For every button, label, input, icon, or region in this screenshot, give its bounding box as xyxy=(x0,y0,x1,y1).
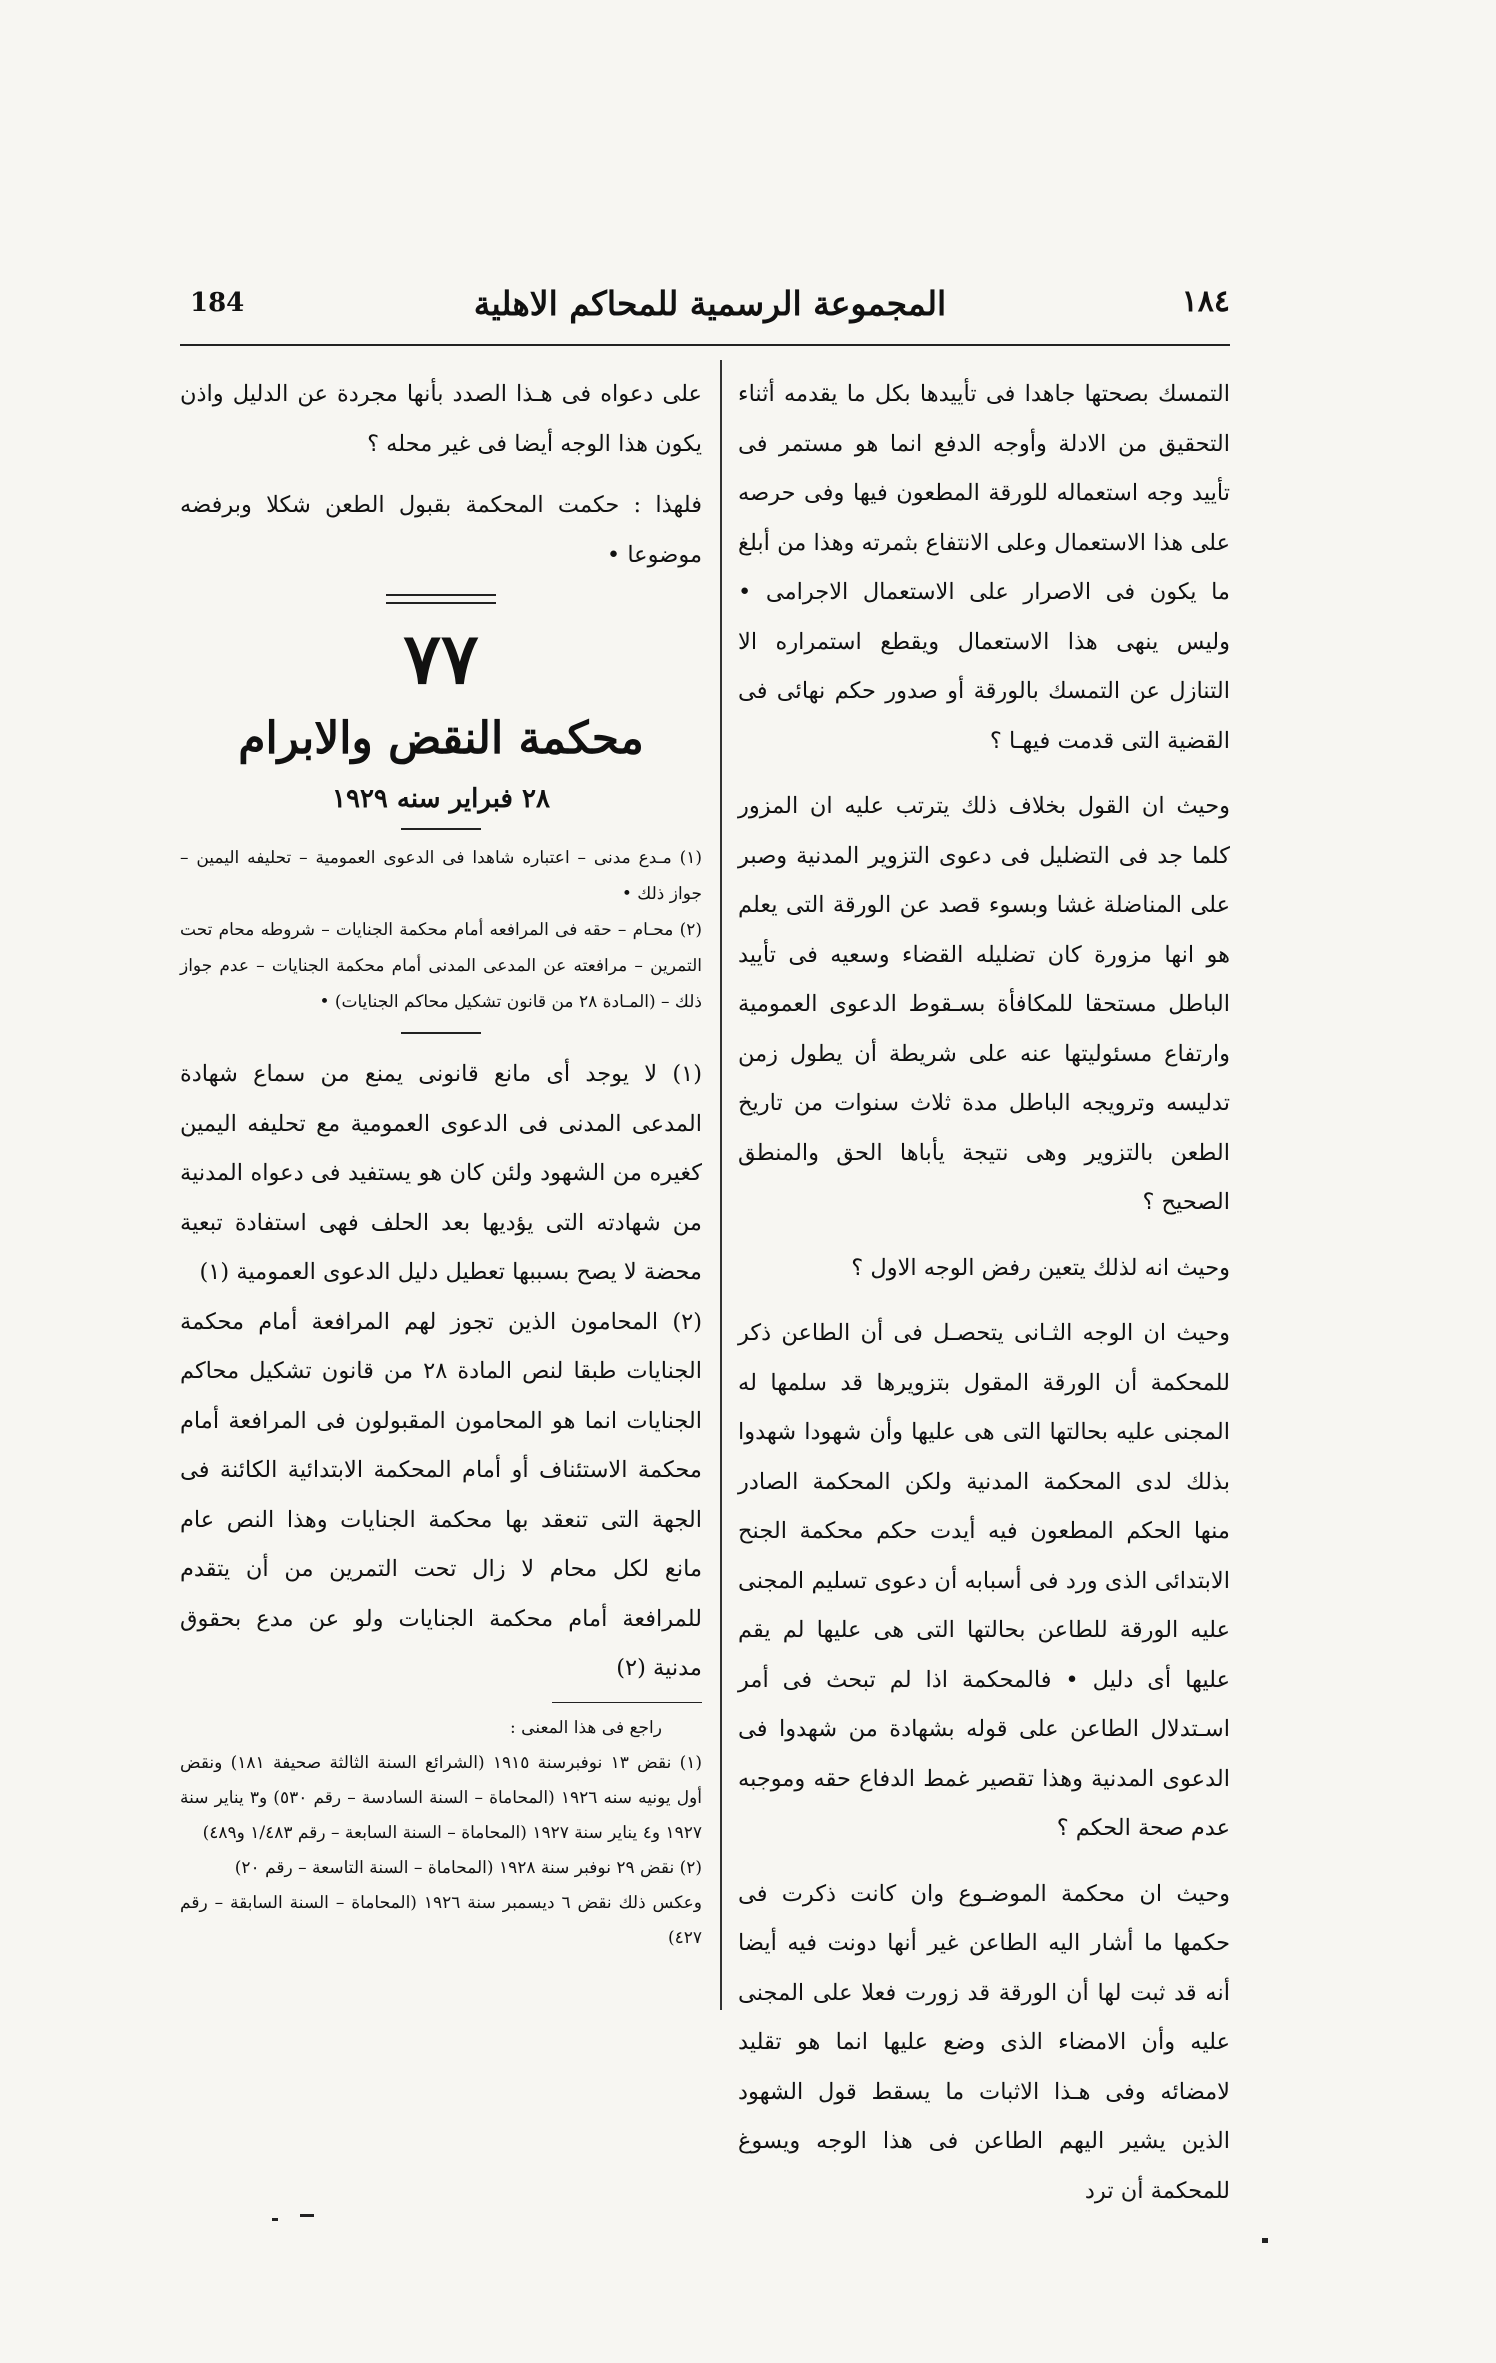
right-paragraph-2: وحيث ان القول بخلاف ذلك يترتب عليه ان المزور كلما جد فى التضليل فى دعوى التزوير المدنية وصبر على المناضلة غشا وبسوء قصد عن الورقة التى يعلم هو انها مزورة كان تضليله القضاء وسعيه فى تأييد الباطل مستحقا للمكافأة بسـقوط الدعوى العمومية وارتفاع مسئوليتها عنه على شريطة أن يطول زمن تدليسه وترويجه الباطل مدة ثلاث سنوات من تاريخ الطعن بالتزوير وهى نتيجة يأباها الحق والمنطق الصحيح ؟ xyxy=(738,793,1230,1215)
scan-speck xyxy=(272,2218,278,2221)
footnote-3: وعكس ذلك نقض ٦ ديسمبر سنة ١٩٢٦ (المحاماة – السنة السابقة – رقم ٤٢٧) xyxy=(180,1892,702,1948)
publication-title: المجموعة الرسمية للمحاكم الاهلية xyxy=(473,284,947,323)
right-paragraph-3: وحيث انه لذلك يتعين رفض الوجه الاول ؟ xyxy=(851,1254,1230,1281)
intro-paragraph-1: على دعواه فى هـذا الصدد بأنها مجردة عن الدليل واذن يكون هذا الوجه أيضا فى غير محله ؟ xyxy=(180,381,702,457)
page-header xyxy=(190,282,1230,332)
right-column xyxy=(738,370,1230,2232)
decision-date: ٢٨ فبراير سنه ١٩٢٩ xyxy=(332,784,550,814)
right-paragraph-5: وحيث ان محكمة الموضـوع وان كانت ذكرت فى حكمها ما أشار اليه الطاعن غير أنها دونت فيه أيضا أنه قد ثبت لها أن الورقة قد زورت فعلا على المجنى عليه وأن الامضاء الذى وضع عليها انما هو تقليد لامضائه وفى هـذا الاثبات ما يسقط قول الشهود الذين يشير اليهم الطاعن فى هذا الوجه ويسوغ للمحكمة أن ترد xyxy=(738,1880,1230,2204)
right-paragraph-1: التمسك بصحتها جاهدا فى تأييدها بكل ما يقدمه أثناء التحقيق من الادلة وأوجه الدفع انما هو مستمر فى تأييد وجه استعماله للورقة المطعون فيها وفى حرصه على هذا الاستعمال وعلى الانتفاع بثمرته وهذا من أبلغ ما يكون فى الاصرار على الاستعمال الاجرامى • وليس ينهى هذا الاستعمال ويقطع استمراره الا التنازل عن التمسك بالورقة أو صدور حكم نهائى فى القضية التى قدمت فيهـا ؟ xyxy=(738,381,1230,754)
footnote-1: (١) نقض ١٣ نوفبرسنة ١٩١٥ (الشرائع السنة الثالثة صحيفة ١٨١) ونقض أول يونيه سنه ١٩٢٦ (المحاماة – السنة السادسة – رقم ٥٣٠) و٣ يناير سنة ١٩٢٧ و٤ يناير سنة ١٩٢٧ (المحاماة – السنة السابعة – رقم ١/٤٨٣ و٤٨٩) xyxy=(180,1752,702,1843)
scan-speck xyxy=(300,2214,314,2217)
case-number: ٧٧ xyxy=(403,617,479,700)
right-paragraph-4: وحيث ان الوجه الثـانى يتحصـل فى أن الطاعن ذكر للمحكمة أن الورقة المقول بتزويرها قد سلمها له المجنى عليه بحالتها التى هى عليها وأن شهودا شهدوا بذلك لدى المحكمة المدنية ولكن المحكمة الصادر منها الحكم المطعون فيه أيدت حكم محكمة الجنح الابتدائى الذى ورد فى أسبابه أن دعوى تسليم المجنى عليه الورقة للطاعن بحالتها التى هى عليها لم يقم عليها أى دليل • فالمحكمة اذا لم تبحث فى أمر اسـتدلال الطاعن على قوله بشهادة من شهدوا فى الدعوى المدنية وهذا تقصير غمط الدفاع حقه وموجبه عدم صحة الحكم ؟ xyxy=(738,1320,1230,1841)
left-column xyxy=(180,370,702,1956)
date-rule xyxy=(401,828,481,830)
footnote-heading: راجع فى هذا المعنى : xyxy=(510,1717,662,1738)
headnote-rule xyxy=(401,1032,481,1034)
headnote-2: (٢) محـام – حقه فى المرافعه أمام محكمة الجنايات – شروطه محام تحت التمرين – مرافعته عن المدعى المدنى أمام محكمة الجنايات – عدم جواز ذلك – (المـادة ٢٨ من قانون تشكيل محاكم الجنايات) • xyxy=(180,920,702,1012)
section-separator xyxy=(386,594,496,604)
principle-2: (٢) المحامون الذين تجوز لهم المرافعة أمام محكمة الجنايات طبقا لنص المادة ٢٨ من قانون تشكيل محاكم الجنايات انما هو المحامون المقبولون فى المرافعة أمام محكمة الاستئناف أو أمام المحكمة الابتدائية الكائنة فى الجهة التى تنعقد بها محكمة الجنايات وهذا النص عام مانع لكل محام لا زال تحت التمرين من أن يتقدم للمرافعة أمام محكمة الجنايات ولو عن مدع بحقوق مدنية (٢) xyxy=(180,1308,703,1681)
page-number-latin: 184 xyxy=(190,288,245,318)
headnote-1: (١) مـدع مدنى – اعتباره شاهدا فى الدعوى العمومية – تحليفه اليمين – جواز ذلك • xyxy=(180,848,702,904)
principle-1: (١) لا يوجد أى مانع قانونى يمنع من سماع شهادة المدعى المدنى فى الدعوى العمومية مع تحليفه اليمين كغيره من الشهود ولئن كان هو يستفيد فى دعواه المدنية من شهادته التى يؤديها بعد الحلف فهى استفادة تبعية محضة لا يصح بسببها تعطيل دليل الدعوى العمومية (١) xyxy=(180,1061,702,1285)
footnote-2: (٢) نقض ٢٩ نوفبر سنة ١٩٢٨ (المحاماة – السنة التاسعة – رقم ٢٠) xyxy=(234,1857,702,1878)
header-rule xyxy=(180,344,1230,346)
footnote-rule xyxy=(552,1702,702,1703)
column-divider xyxy=(720,360,722,2010)
scan-speck xyxy=(1262,2238,1268,2243)
court-name: محكمة النقض والابرام xyxy=(238,713,644,764)
page-number-arabic: ١٨٤ xyxy=(1181,284,1230,319)
verdict-paragraph: فلهذا : حكمت المحكمة بقبول الطعن شكلا وبرفضه موضوعا • xyxy=(180,492,702,568)
